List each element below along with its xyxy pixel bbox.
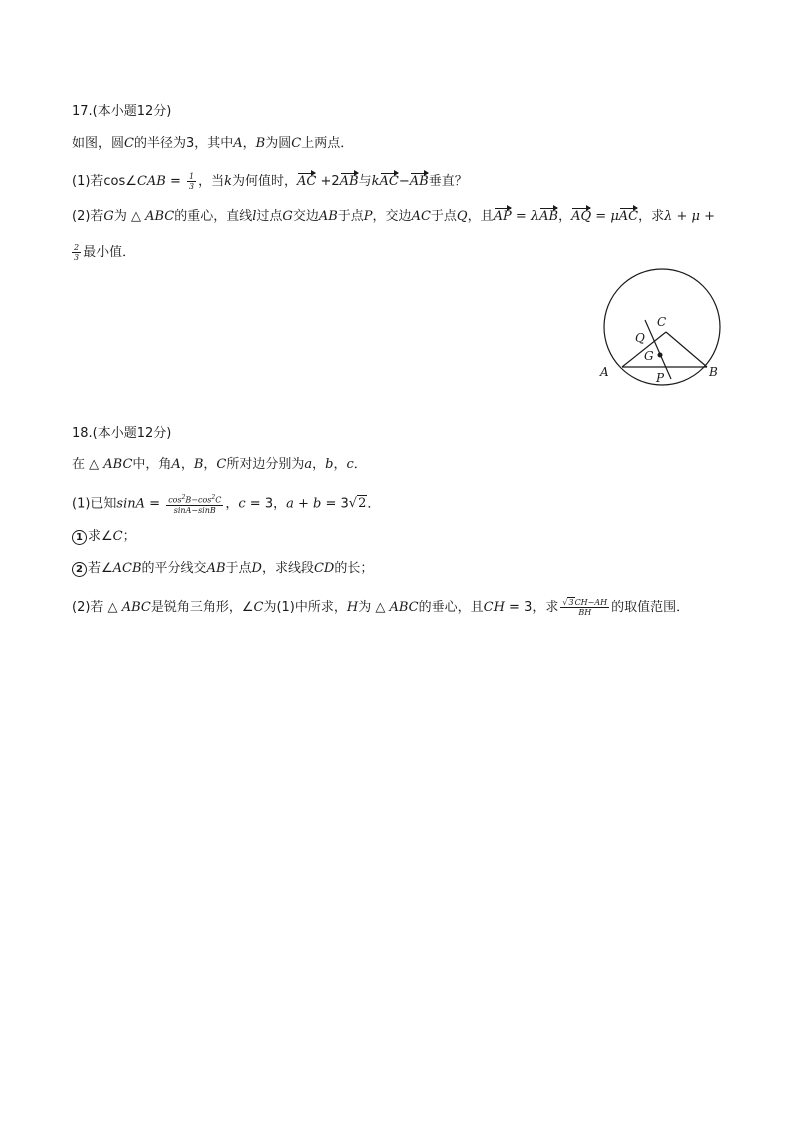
label-A: A xyxy=(600,365,609,379)
q17-p2-Q: Q xyxy=(456,209,468,224)
q18-p2-H: H xyxy=(346,600,359,615)
q17-p2-P: P xyxy=(363,209,373,224)
q18-p2-C: C xyxy=(253,600,264,615)
q17-p1-end: 垂直？ xyxy=(428,174,468,189)
q18-intro-7: ， xyxy=(333,457,347,472)
q18-s2-D: D xyxy=(251,561,262,576)
q17-p1-frac-num: 1 xyxy=(189,172,195,181)
q17-p1-vector-AB: AB xyxy=(339,174,359,189)
q17-p2-t3: 过点 xyxy=(256,209,283,224)
q17-p2-t5: 于点 xyxy=(337,209,364,224)
q18-p2-frac-num xyxy=(560,598,609,608)
q17-p1-prefix: (1)若cos∠ xyxy=(72,174,137,189)
q18-p1-t2: = 3， xyxy=(245,496,287,512)
q17-p2-t8: ，且 xyxy=(467,209,494,224)
q18-p2-CH: CH xyxy=(483,600,505,615)
q17-p2-G2: G xyxy=(282,209,293,224)
q18-s2-text4: ，求线段 xyxy=(261,561,314,576)
q17-p2-t2: 的重心，直线 xyxy=(174,209,253,224)
q18-p1-frac-num-b: B−cos xyxy=(185,495,212,505)
q18-p2-t5: = 3，求 xyxy=(504,600,559,615)
q18-intro-C: C xyxy=(216,457,227,472)
q17-p2-vector-AP: AP xyxy=(493,209,512,224)
centroid-point-G xyxy=(658,353,663,358)
q18-s2-text3: 于点 xyxy=(225,561,252,576)
q17-p1-k2: k xyxy=(371,174,380,189)
q17-p2-t9: ，求 xyxy=(638,209,665,224)
q17-p2b-fraction xyxy=(72,243,81,262)
segment-CB xyxy=(666,332,707,367)
q18-s2-CD: CD xyxy=(313,561,335,576)
q18-intro-4: ， xyxy=(203,457,217,472)
q17-p1-vector-AB2: AB xyxy=(409,174,429,189)
q18-intro xyxy=(72,457,367,473)
q17-p2-vector-AC: AC xyxy=(618,209,639,224)
q18-p2-ABC2: ABC xyxy=(389,600,419,615)
q18-p2-t3: 为 △ xyxy=(358,600,390,615)
q18-intro-5: 所对边分别为 xyxy=(226,457,305,472)
q18-intro-8: ． xyxy=(353,457,367,472)
q18-p2-t4: 的垂心，且 xyxy=(418,600,484,615)
q18-s2-AB: AB xyxy=(206,561,226,576)
q17-intro-text-4: 为圆 xyxy=(265,136,292,151)
q18-p2-end: 的取值范围． xyxy=(611,600,690,615)
q17-p1-vector-AC2: AC xyxy=(379,174,399,189)
q18-intro-1: 在 △ xyxy=(72,457,104,472)
q17-p1-angle: CAB xyxy=(136,174,166,189)
q17-p2-t7: 于点 xyxy=(430,209,457,224)
label-B: B xyxy=(709,365,718,379)
q17-intro-var-B: B xyxy=(255,136,266,151)
q18-s1-number: 1 xyxy=(72,530,87,545)
q17-intro-text-3: ， xyxy=(242,136,256,151)
q17-intro-var-C: C xyxy=(124,136,134,151)
q17-p2-G: G xyxy=(103,209,114,224)
q18-p2-sqrt: √3 xyxy=(562,598,574,607)
q17-p2-t1: 为 △ xyxy=(113,209,146,224)
q17-p2b-frac-den: 3 xyxy=(74,253,80,262)
q17-intro-text-2: 的半径为3，其中 xyxy=(133,136,234,151)
q17-p2-vector-AB: AB xyxy=(539,209,559,224)
label-P: P xyxy=(656,371,665,385)
q17-p2-AB: AB xyxy=(318,209,338,224)
q17-p2b-frac-num: 2 xyxy=(74,243,80,252)
q18-p1-frac-num-sup1: 2 xyxy=(181,494,186,501)
q18-p2-t1: 是锐角三角形，∠ xyxy=(150,600,254,615)
q18-p1-t1: ， xyxy=(225,496,239,512)
q18-p2-ABC: ABC xyxy=(121,600,151,615)
label-G: G xyxy=(644,349,654,363)
q17-p1-k: k xyxy=(224,174,233,189)
q17-p2-t4: 交边 xyxy=(292,209,319,224)
q18-s1-text: 求∠ xyxy=(88,529,113,544)
q18-part2 xyxy=(72,598,689,617)
q18-p1-sinA: sinA xyxy=(116,496,146,512)
q17-p2-vector-AQ: AQ xyxy=(571,209,592,224)
q18-p2-fraction xyxy=(560,598,609,617)
q18-p1-rad: 2 xyxy=(358,496,367,512)
q17-intro xyxy=(72,136,353,152)
q17-part2 xyxy=(72,207,715,225)
q18-intro-6: ， xyxy=(312,457,326,472)
q17-p2b-end: 最小值． xyxy=(83,245,136,260)
q18-p2-rad: 3 xyxy=(568,598,574,607)
q17-p1-frac-den: 3 xyxy=(189,182,195,191)
q18-s1-C: C xyxy=(112,529,123,544)
q17-p2-eq1: = λ xyxy=(511,209,540,224)
q18-p1-c: c xyxy=(238,496,246,512)
q18-p1-eq: = xyxy=(145,496,165,512)
q17-p1-fraction xyxy=(187,172,196,191)
q17-p1-minus: − xyxy=(398,174,410,189)
label-C: C xyxy=(657,315,667,329)
q17-p1-plus2: +2 xyxy=(316,174,340,189)
q18-p2-t2: 为(1)中所求， xyxy=(263,600,347,615)
q18-p1-fraction xyxy=(166,493,223,515)
q18-s2-ACB: ACB xyxy=(112,561,142,576)
q18-intro-3: ， xyxy=(180,457,194,472)
q18-s2-end: 的长； xyxy=(334,561,374,576)
q18-intro-b: b xyxy=(325,457,334,472)
q17-p1-vector-AC: AC xyxy=(297,174,317,189)
q18-p2-prefix: (2)若 △ xyxy=(72,600,122,615)
label-Q: Q xyxy=(635,331,645,345)
q18-p1-prefix: (1)已知 xyxy=(72,496,117,512)
q17-p2-AC: AC xyxy=(411,209,431,224)
q17-p1-with: 与 xyxy=(358,174,372,189)
q18-s2-text2: 的平分线交 xyxy=(141,561,207,576)
q18-intro-a: a xyxy=(304,457,313,472)
q18-p1-frac-den: sinA−sinB xyxy=(173,505,216,515)
q18-intro-ABC: ABC xyxy=(103,457,133,472)
q18-s2-text1: 若∠ xyxy=(88,561,113,576)
q18-part1 xyxy=(72,493,380,515)
q18-p1-sqrt: √2 xyxy=(348,496,367,512)
q17-p1-mid: ，当 xyxy=(198,174,225,189)
circle-figure xyxy=(594,267,734,392)
q18-s2-number: 2 xyxy=(72,562,87,577)
q17-intro-var-A: A xyxy=(233,136,243,151)
q18-p1-frac-num xyxy=(166,493,223,506)
q17-part2-cont xyxy=(72,243,135,262)
q17-p1-eq: = xyxy=(165,174,186,189)
q17-p2-eq2: = μ xyxy=(591,209,619,224)
q17-p2-comma: ， xyxy=(558,209,572,224)
q18-p1-frac-num-a: cos xyxy=(168,495,182,505)
q18-intro-B: B xyxy=(193,457,204,472)
q17-p2-ABC: ABC xyxy=(145,209,175,224)
q17-p1-mid2: 为何值时， xyxy=(232,174,298,189)
q18-intro-A: A xyxy=(171,457,181,472)
q17-p2-t6: ，交边 xyxy=(372,209,412,224)
q18-header: 18.(本小题12分) xyxy=(72,426,172,441)
q18-p1-ab: a + b xyxy=(286,496,322,512)
q18-p1-frac-num-sup2: 2 xyxy=(211,494,216,501)
q17-intro-text-1: 如图，圆 xyxy=(72,136,125,151)
q18-sub1 xyxy=(72,529,136,545)
q18-s1-end: ； xyxy=(122,529,136,544)
q18-intro-2: 中，角 xyxy=(132,457,172,472)
q17-intro-var-C2: C xyxy=(291,136,302,151)
q18-p2-frac-den: BH xyxy=(578,608,592,617)
q18-p1-end: ． xyxy=(367,496,381,512)
q17-header: 17.(本小题12分) xyxy=(72,104,172,119)
q17-part1 xyxy=(72,172,468,191)
q17-p2-expr: λ + μ + xyxy=(664,209,716,224)
q17-p2-prefix: (2)若 xyxy=(72,209,104,224)
q18-p2-frac-num-rest: CH−AH xyxy=(574,598,608,607)
q18-intro-c: c xyxy=(346,457,354,472)
q17-p2-l: l xyxy=(252,209,257,224)
q18-sub2 xyxy=(72,561,373,577)
q18-p1-frac-num-c: C xyxy=(215,495,222,505)
q18-p1-t3: = 3 xyxy=(321,496,349,512)
q17-intro-text-5: 上两点． xyxy=(301,136,354,151)
